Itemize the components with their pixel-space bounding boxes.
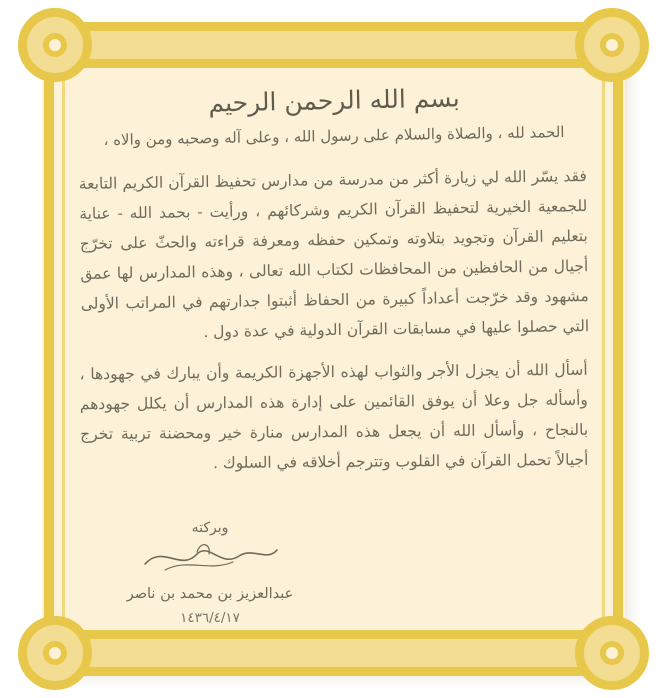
basmala-line: بسم الله الرحمن الرحيم <box>208 83 460 118</box>
signature-closing-word: وبركته <box>191 520 229 536</box>
signature-name: عبدالعزيز بن محمد بن ناصر <box>126 586 294 602</box>
corner-spiral-bottom-right-icon <box>575 616 649 690</box>
salutation-line: الحمد لله ، والصلاة والسلام على رسول الله ، وعلى آله وصحبه ومن والاه ، <box>103 122 565 150</box>
letter-paragraph-1: فقد يسّر الله لي زيارة أكثر من مدرسة من مدارس تحفيظ القرآن الكريم التابعة للجمعية الخيرية لتحفيظ القرآن الكريم وشركائهم ، ورأيت - بحمد الله - عناية بتعليم القرآن وتجويد بتلاوته وتمكين حفظه ومعرفة قراءته والحثّ على تخرّج أجيال من الحافظين من المحافظات لكتاب الله تعالى ، وهذه المدارس لها عمق مشهود وقد خرّجت أعداداً كبيرة من الحفاظ أثبتوا جدارتهم في المراتب الأولى التي حصلوا عليها في مسابقات القرآن الدولية في عدة دول . <box>78 167 590 342</box>
scroll-bar-bottom <box>30 630 637 676</box>
corner-spiral-top-left-icon <box>18 8 92 82</box>
handwritten-signature-icon <box>135 538 285 578</box>
corner-spiral-top-right-icon <box>575 8 649 82</box>
scroll-bar-top <box>30 22 637 68</box>
signature-block <box>95 520 325 626</box>
corner-spiral-bottom-left-icon <box>18 616 92 690</box>
signature-date: ١٤٣٦/٤/١٧ <box>180 610 240 626</box>
letter-paragraph-2: أسأل الله أن يجزل الأجر والثواب لهذه الأجهزة الكريمة وأن يبارك في جهودها ، وأسأله جل وعلا أن يوفق القائمين على إدارة هذه المدارس أن يكلل جهودهم بالنجاح ، وأسأل الله أن يجعل هذه المدارس منارة خير ومحضنة تربية تخرج أجيالاً تحمل القرآن في القلوب وتترجم أخلاقه في السلوك . <box>79 360 589 473</box>
